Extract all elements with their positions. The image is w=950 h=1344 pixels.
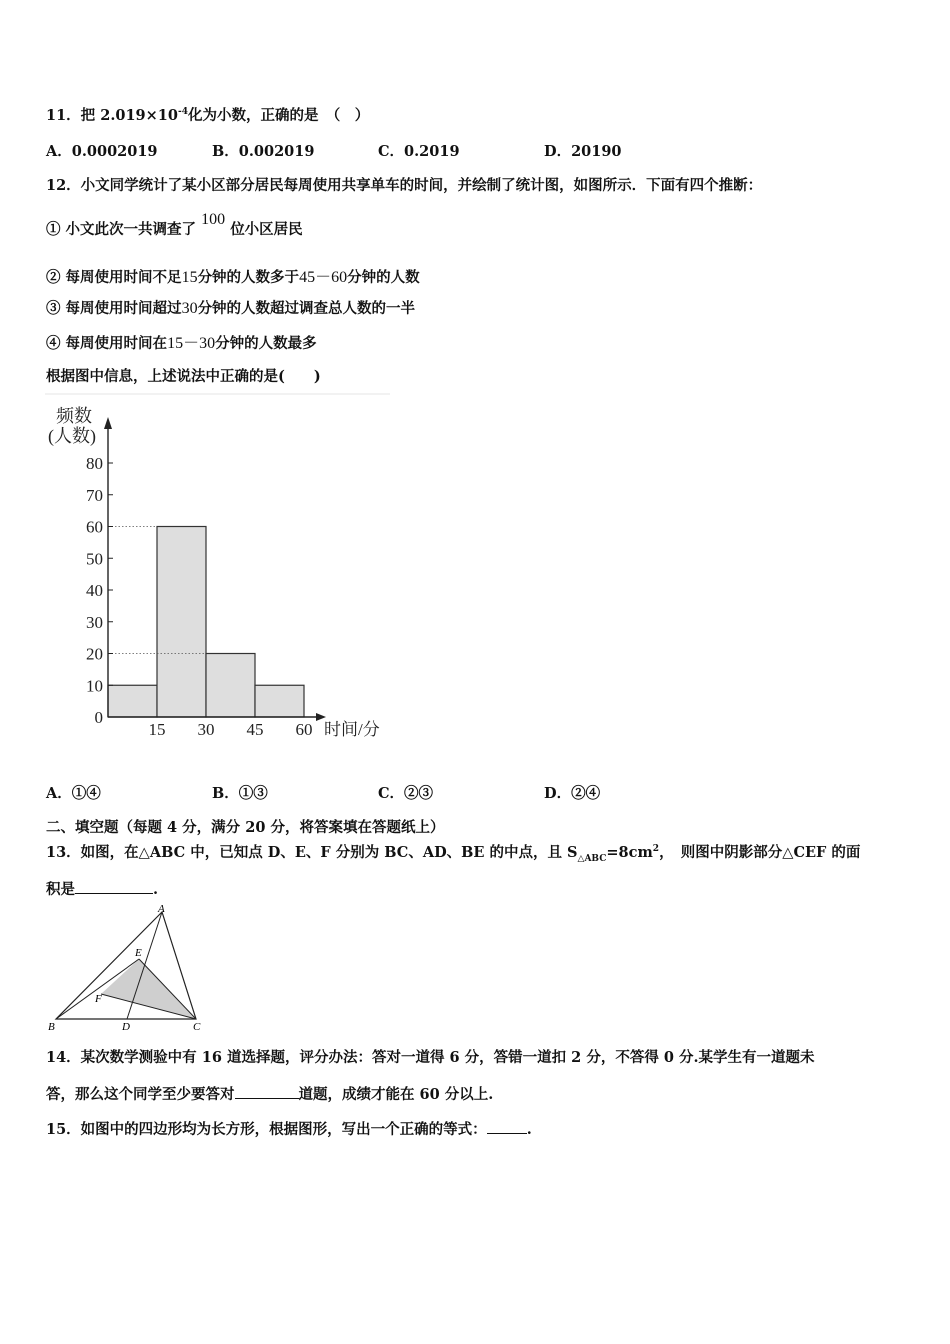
- q13-stem-pre: 13．如图，在△ABC 中，已知点 D、E、F 分别为 BC、AD、BE 的中点，且 S: [46, 844, 578, 861]
- q12-s2-number-1: 15: [181, 269, 198, 286]
- x-tick-label-15: 15: [148, 720, 166, 739]
- q13-line2-post: .: [153, 881, 159, 898]
- x-tick-label-30: 30: [197, 720, 215, 739]
- label-c: C: [193, 1021, 201, 1033]
- q12-s2-mid: 分钟的人数多于: [197, 269, 300, 286]
- label-f: F: [95, 993, 102, 1005]
- q13-stem-post: ， 则图中阴影部分△CEF 的面: [659, 844, 861, 861]
- q13-line2-pre: 积是: [46, 881, 75, 898]
- q12-stem: 12．小文同学统计了某小区部分居民每周使用共享单车的时间，并绘制了统计图，如图所示．下面有四个推断：: [46, 177, 763, 194]
- q12-s2-number-2: 45－60: [299, 269, 348, 286]
- q11-option-a: A．0.0002019: [46, 143, 158, 160]
- q12-s3-post: 分钟的人数超过调查总人数的一半: [197, 300, 416, 317]
- y-tick-label-0: 0: [94, 708, 103, 727]
- q12-s3-number: 30: [181, 300, 198, 317]
- q11-stem-exponent: -4: [177, 107, 188, 118]
- q14-line2-post: 道题，成绩才能在 60 分以上.: [298, 1086, 494, 1103]
- q11-option-c: C．0.2019: [378, 143, 460, 160]
- q11-option-d: D．20190: [544, 143, 622, 160]
- q13-stem-mid: =8cm: [606, 844, 653, 861]
- x-tick-label-60: 60: [295, 720, 313, 739]
- q12-option-a: A．①④: [46, 785, 101, 802]
- q12-s4-post: 分钟的人数最多: [215, 335, 317, 352]
- x-tick-label-45: 45: [246, 720, 264, 739]
- y-tick-label-70: 70: [86, 485, 103, 505]
- q12-statement-1: [46, 211, 303, 239]
- q13-answer-blank[interactable]: [75, 879, 153, 894]
- y-tick-label-30: 30: [86, 612, 103, 632]
- y-tick-label-60: 60: [86, 517, 103, 537]
- q15-stem-pre: 15．如图中的四边形均为长方形，根据图形，写出一个正确的等式：: [46, 1121, 487, 1138]
- q12-s2-pre: ② 每周使用时间不足: [46, 269, 182, 286]
- q12-s4-pre: ④ 每周使用时间在: [46, 335, 168, 352]
- histogram-bar-30-45: [206, 654, 255, 718]
- y-axis-title-line2: (人数): [48, 426, 96, 446]
- q12-option-d: D．②④: [544, 785, 601, 802]
- q15-answer-blank[interactable]: [487, 1119, 527, 1134]
- q14-line1: 14．某次数学测验中有 16 道选择题，评分办法：答对一道得 6 分，答错一道扣 2 分，不答得 0 分.某学生有一道题未: [46, 1049, 815, 1066]
- label-b: B: [48, 1021, 55, 1033]
- q12-question: 根据图中信息，上述说法中正确的是( ): [46, 368, 321, 385]
- q12-s3-pre: ③ 每周使用时间超过: [46, 300, 182, 317]
- q14-answer-blank[interactable]: [235, 1084, 299, 1099]
- histogram-bar-0-15: [108, 685, 157, 717]
- histogram-bar-15-30: [157, 527, 206, 718]
- q12-s1-post: 位小区居民: [230, 221, 303, 238]
- q14-line2-pre: 答，那么这个同学至少要答对: [46, 1086, 235, 1103]
- label-a: A: [158, 903, 165, 915]
- q12-s1-pre: ① 小文此次一共调查了: [46, 221, 197, 238]
- q11-stem: [46, 104, 369, 125]
- q14-line2: [46, 1083, 493, 1104]
- triangle-figure: [40, 902, 220, 1034]
- q13-stem-subscript: △ABC: [577, 853, 607, 864]
- histogram-chart: [40, 392, 400, 752]
- y-tick-label-80: 80: [86, 454, 103, 473]
- q13-stem-superscript: 2: [652, 844, 660, 855]
- q12-s1-number: 100: [201, 211, 226, 228]
- q12-s2-post: 分钟的人数: [347, 269, 420, 286]
- q12-statement-3: [46, 297, 415, 318]
- q12-statement-4: [46, 330, 317, 353]
- y-tick-label-20: 20: [86, 644, 103, 664]
- q11-stem-pre: 11．把 2.019×10: [46, 107, 178, 124]
- q13-stem-line2: [46, 878, 158, 899]
- q11-option-b: B．0.002019: [212, 143, 315, 160]
- q13-stem: [46, 841, 860, 864]
- label-e: E: [135, 947, 142, 959]
- y-tick-label-50: 50: [86, 549, 103, 569]
- q12-statement-2: [46, 264, 420, 287]
- section-2-heading: 二、填空题（每题 4 分，满分 20 分，将答案填在答题纸上）: [46, 819, 445, 836]
- shaded-triangle-cef: [101, 959, 196, 1019]
- q15-stem-post: .: [526, 1121, 532, 1138]
- q11-stem-post: 化为小数，正确的是 （ ）: [187, 107, 370, 124]
- q12-s4-number: 15－30: [167, 335, 216, 352]
- y-tick-label-10: 10: [86, 676, 103, 696]
- y-axis-arrow-icon: [104, 417, 112, 429]
- histogram-bar-45-60: [255, 685, 304, 717]
- q15-stem: [46, 1118, 532, 1139]
- y-tick-label-40: 40: [86, 581, 103, 600]
- y-axis-title-line1: 频数: [56, 406, 92, 426]
- q12-option-b: B．①③: [212, 785, 268, 802]
- x-axis-title: 时间/分: [324, 720, 380, 739]
- q12-option-c: C．②③: [378, 785, 434, 802]
- label-d: D: [122, 1021, 130, 1033]
